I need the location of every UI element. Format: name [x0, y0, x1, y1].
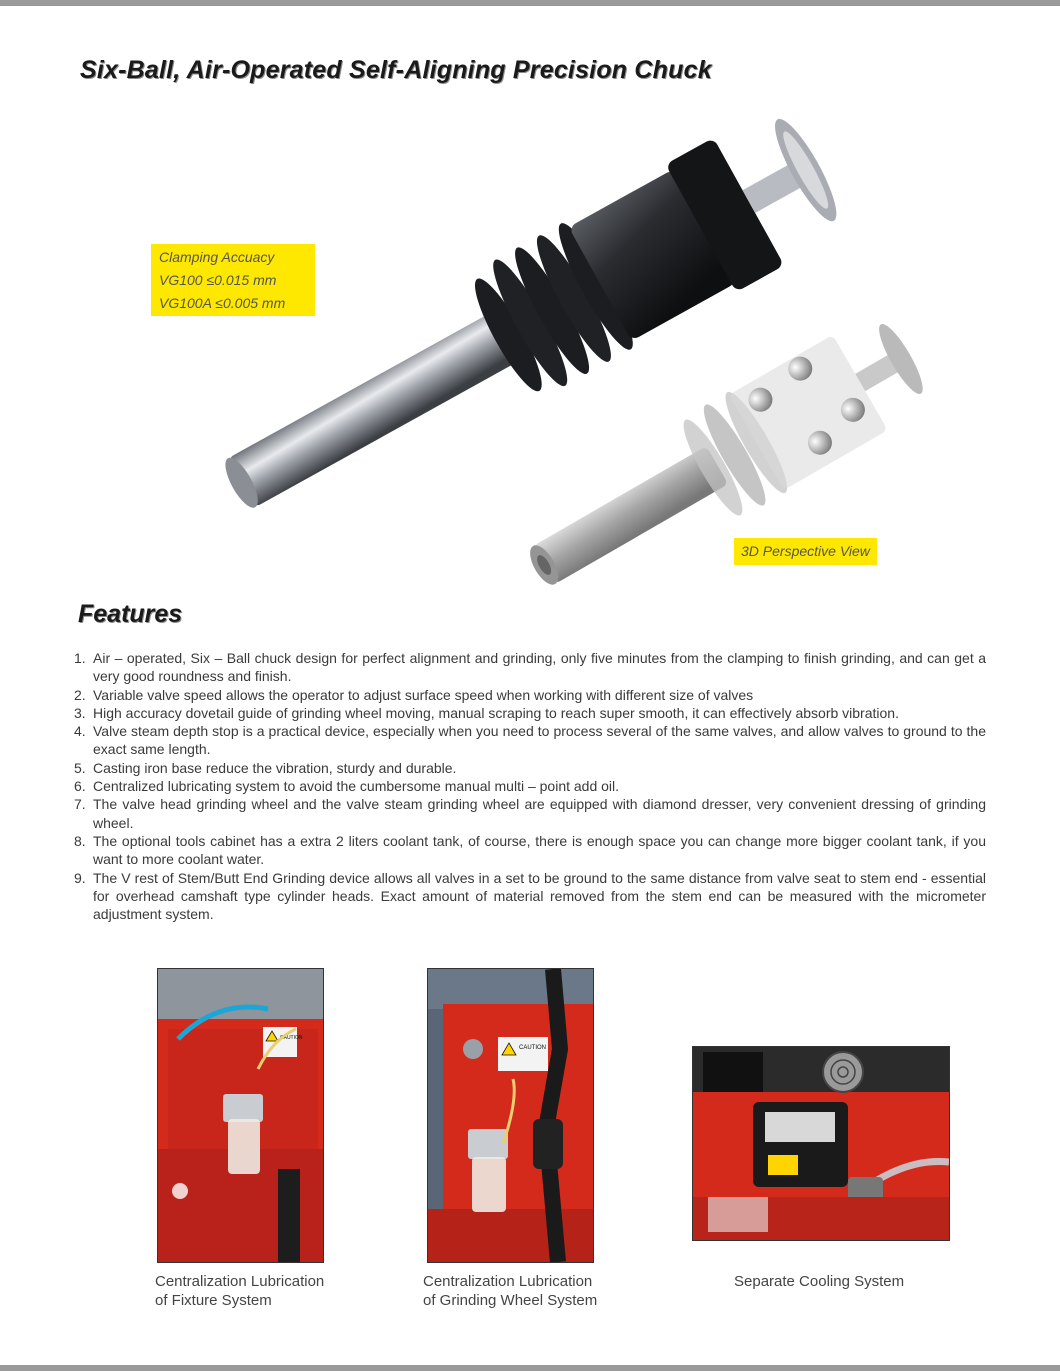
feature-text: The optional tools cabinet has a extra 2 liters coolant tank, of course, there is enough space you can change more bigger coolant tank, if you want to more coolant water. [93, 832, 986, 868]
fixture-lubrication-photo [157, 968, 324, 1263]
feature-item [74, 795, 986, 832]
feature-item [74, 832, 986, 869]
feature-number: 8. [74, 832, 86, 849]
grinding-wheel-lubrication-photo [427, 968, 594, 1263]
feature-number: 3. [74, 704, 86, 721]
page-title: Six-Ball, Air-Operated Self-Aligning Precision Chuck [80, 56, 712, 84]
feature-number: 5. [74, 759, 86, 776]
chuck-product-image [140, 115, 940, 605]
caption-line: of Grinding Wheel System [423, 1292, 598, 1309]
feature-item [74, 686, 986, 704]
feature-item [74, 722, 986, 759]
feature-number: 6. [74, 778, 86, 795]
perspective-view-callout: 3D Perspective View [734, 538, 877, 565]
feature-item [74, 777, 986, 795]
bottom-border-bar [0, 1365, 1060, 1371]
feature-text: Centralized lubricating system to avoid the cumbersome manual multi – point add oil. [93, 778, 620, 795]
fan-grill-icon [823, 1052, 863, 1092]
caption-line: Centralization Lubrication [155, 1273, 325, 1290]
feature-text: The V rest of Stem/Butt End Grinding device allows all valves in a set to be ground to the same distance from valve seat to stem end - essential for overhead camshaft type cylinder heads. Exact amount of material removed from the stem end can be measured with the micrometer adjustment system. [93, 869, 986, 923]
feature-text: Variable valve speed allows the operator to adjust surface speed when working with different size of valves [93, 686, 754, 703]
clamping-accuracy-callout [151, 244, 315, 316]
feature-item [74, 704, 986, 722]
callout-line: VG100A ≤0.005 mm [159, 295, 286, 311]
feature-text: Casting iron base reduce the vibration, sturdy and durable. [93, 759, 457, 776]
caution-label: CAUTION [519, 1045, 546, 1051]
feature-text: Valve steam depth stop is a practical device, especially when you need to process several of the same valves, and allow valves to ground to the exact same length. [93, 723, 986, 758]
top-border-bar [0, 0, 1060, 6]
feature-number: 7. [74, 796, 86, 813]
photo-caption [155, 1272, 324, 1310]
feature-number: 4. [74, 723, 86, 740]
feature-item [74, 649, 986, 686]
callout-line: VG100 ≤0.015 mm [159, 272, 277, 288]
photo-caption [423, 1272, 597, 1310]
feature-item [74, 869, 986, 924]
features-heading: Features [78, 600, 183, 628]
feature-text: Air – operated, Six – Ball chuck design for perfect alignment and grinding, only five minutes from the clamping to finish grinding, and can get a very good roundness and finish. [93, 650, 986, 685]
feature-text: The valve head grinding wheel and the valve steam grinding wheel are equipped with diamond dresser, very convenient dressing of grinding wheel. [93, 796, 986, 831]
caution-label: CAUTION [280, 1035, 303, 1041]
features-list [74, 649, 986, 923]
feature-number: 1. [74, 650, 86, 666]
feature-number: 2. [74, 686, 86, 703]
caption-line: of Fixture System [155, 1292, 272, 1309]
feature-text: High accuracy dovetail guide of grinding wheel moving, manual scraping to reach super smooth, it can effectively absorb vibration. [93, 704, 899, 721]
caption-line: Separate Cooling System [734, 1273, 905, 1290]
caption-line: Centralization Lubrication [423, 1273, 593, 1290]
photo-caption [734, 1272, 904, 1291]
callout-line: Clamping Accuacy [159, 249, 275, 265]
feature-number: 9. [74, 869, 86, 886]
cooling-system-photo [692, 1046, 950, 1241]
feature-item [74, 759, 986, 777]
